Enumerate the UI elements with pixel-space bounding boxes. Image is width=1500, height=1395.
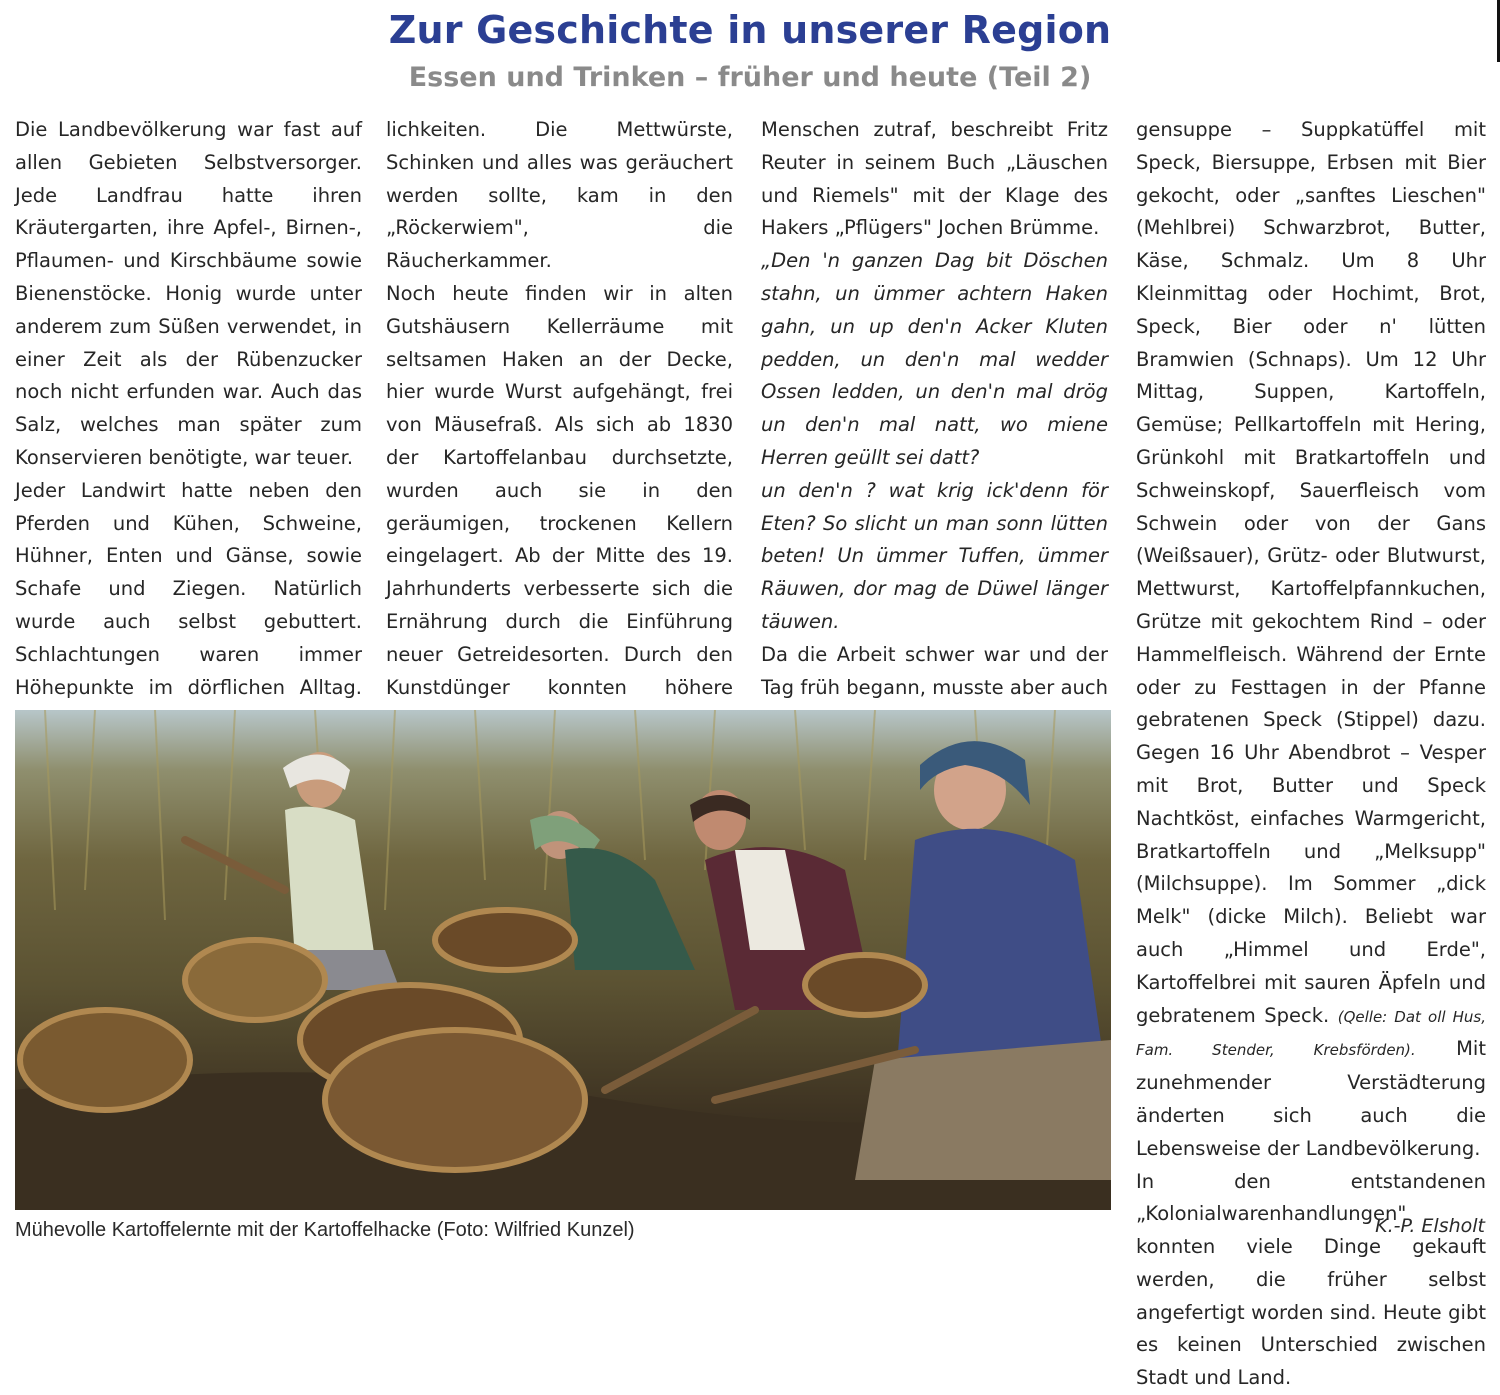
author-signature: K.-P. Elsholt	[1375, 1215, 1485, 1237]
article-column-3	[761, 114, 1108, 803]
paragraph: lichkeiten. Die Mettwürste, Schinken und alles was geräuchert werden sollte, kam in den „Röckerwiem", die Räucherkammer.	[386, 114, 733, 278]
source-note: (Qelle: Dat oll Hus, Fam. Stender, Krebsförden).	[1136, 1008, 1486, 1060]
paragraph	[1136, 114, 1486, 1166]
paragraph-text: Mit zunehmender Verstädterung änderten sich auch die Lebensweise der Landbevölkerung.	[1136, 1037, 1486, 1159]
harvest-photo-illustration	[15, 710, 1111, 1210]
page-title: Zur Geschichte in unserer Region	[0, 8, 1500, 52]
paragraph: Die Landbevölkerung war fast auf allen Gebieten Selbstversorger. Jede Landfrau hatte ihren Kräutergarten, ihre Apfel-, Birnen-, Pflaumen- und Kirschbäume sowie Bienenstöcke. Honig wurde unter anderem zum Süßen verwendet, in einer Zeit als der Rübenzucker noch nicht erfunden war. Auch das Salz, welches man später zum Konservieren benötigte, war teuer.	[15, 114, 362, 475]
paragraph: Menschen zutraf, beschreibt Fritz Reuter in seinem Buch „Läuschen und Riemels" mit der Klage des Hakers „Pflügers" Jochen Brümme.	[761, 114, 1108, 245]
paragraph: Jeder Landwirt hatte neben den Pferden und Kühen, Schweine, Hühner, Enten und Gänse, sowie Schafe und Ziegen. Natürlich wurde auch selbst gebuttert. Schlachtungen waren immer Höhepunkte im dörflichen Alltag.	[15, 475, 362, 803]
quote-paragraph: „Den 'n ganzen Dag bit Döschen stahn, un ümmer achtern Haken gahn, un up den'n Acker Kluten pedden, un den'n mal wedder Ossen ledden, un den'n mal drög un den'n mal natt, wo miene Herren geüllt sei datt?	[761, 245, 1108, 475]
paragraph: Noch heute finden wir in alten Gutshäusern Kellerräume mit seltsamen Haken an der Decke, hier wurde Wurst aufgehängt, frei von Mäusefraß. Als sich ab 1830 der Kartoffelanbau durchsetzte, wurden auch sie in den geräumigen, trockenen Kellern eingelagert. Ab der Mitte des 19. Jahrhunderts verbesserte sich die Ernährung durch die Einführung neuer Getreidesorten. Durch den Kunstdünger konnten höhere	[386, 278, 733, 836]
paragraph-text: gensuppe – Suppkatüffel mit Speck, Biersuppe, Erbsen mit Bier gekocht, oder „sanftes Lieschen" (Mehlbrei) Schwarzbrot, Butter, Käse, Schmalz. Um 8 Uhr Kleinmittag oder Hochimt, Brot, Speck, Bier oder n' lütten Bramwien (Schnaps). Um 12 Uhr Mittag, Suppen, Kartoffeln, Gemüse; Pellkartoffeln mit Hering, Grünkohl mit Bratkartoffeln und Schweinskopf, Sauerfleisch vom Schwein oder von der Gans (Weißsauer), Grütz- oder Blutwurst, Mettwurst, Kartoffelpfannkuchen, Grütze mit gekochtem Rind – oder Hammelfleisch. Während der Ernte oder zu Festtagen in der Pfanne gebratenen Speck (Stippel) dazu. Gegen 16 Uhr Abendbrot – Vesper mit Brot, Butter und Speck Nachtköst, einfaches Warmgericht, Bratkartoffeln und „Melksupp" (Milchsuppe). Im Sommer „dick Melk" (dicke Milch). Beliebt war auch „Himmel und Erde", Kartoffelbrei mit sauren Äpfeln und gebratenem Speck.	[1136, 118, 1486, 1027]
harvest-photo	[15, 710, 1111, 1210]
article-column-1	[15, 114, 362, 803]
page-subtitle: Essen und Trinken – früher und heute (Teil 2)	[0, 62, 1500, 93]
paragraph: Da die Arbeit schwer war und der Tag früh begann, musste aber auch	[761, 639, 1108, 803]
photo-caption: Mühevolle Kartoffelernte mit der Kartoffelhacke (Foto: Wilfried Kunzel)	[15, 1219, 635, 1242]
paragraph: In den entstandenen „Kolonialwarenhandlungen" konnten viele Dinge gekauft werden, die früher selbst angefertigt worden sind. Heute gibt es keinen Unterschied zwischen Stadt und Land.	[1136, 1166, 1486, 1395]
article-column-4	[1136, 114, 1486, 1395]
quote-paragraph: un den'n ? wat krig ick'denn för Eten? So slicht un man sonn lütten beten! Un ümmer Tuffen, ümmer Räuwen, dor mag de Düwel länger täuwen.	[761, 475, 1108, 639]
